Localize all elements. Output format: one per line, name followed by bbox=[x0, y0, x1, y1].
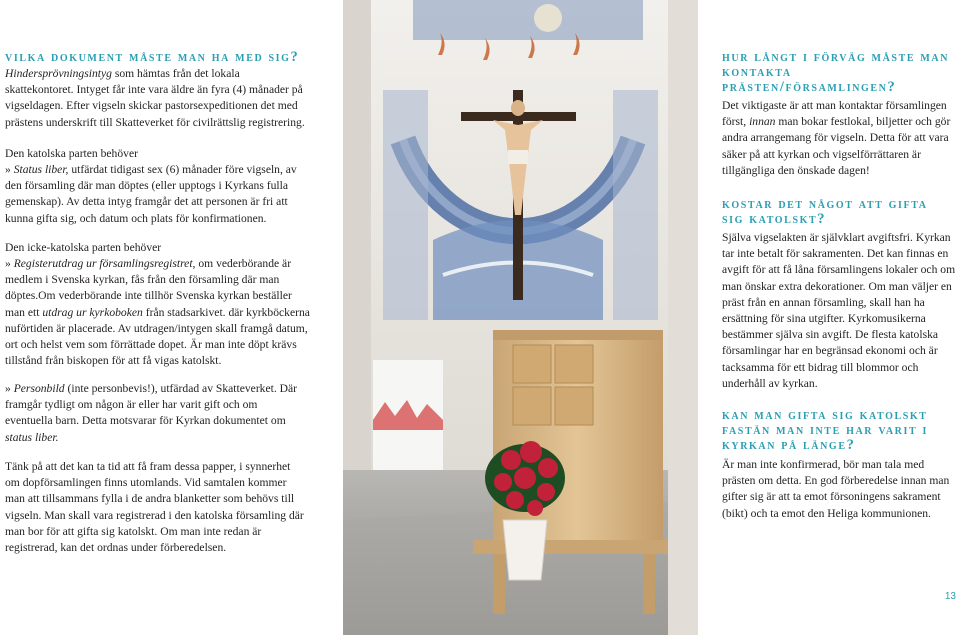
catholic-party-item: » Status liber, utfärdat tidigast sex (6) månader före vigseln, av den församling där man döptes (eller upptogs i Kyrkans fulla gemenskap). Av detta intyg framgår det att personen är fri att kunna gifta sig, och datum och plats för konfirmationen. bbox=[5, 163, 297, 225]
intro-paragraph: Hindersprövningsintyg som hämtas från det lokala skattekontoret. Intyget får inte vara äldre än fyra (4) månader på vigseldagen. Efter vigseln skickar pastorsexpeditionen det med prästens underskrift till Skatteverket för civilrättslig registrering. bbox=[5, 67, 305, 129]
noncatholic-item-register: » Registerutdrag ur församlingsregistret, om vederbörande är medlem i Svenska kyrkan, fås från den församling där man döptes.Om vederbörande inte tillhör Svenska kyrkan beställer man ett utdrag ur kyrkoboken från stadsarkivet. där kyrkböckerna nuförtiden är placerade. Av utdragen/intygen skall framgå datum, ort och helst vem som förrättade dopet. Är man inte döpt krävs tillstånd från biskopen för att få vigas katolskt. bbox=[5, 257, 310, 368]
heading-not-in-church: kan man gifta sig katolskt fastän man inte har varit i kyrkan på länge? bbox=[722, 407, 928, 453]
catholic-party-title: Den katolska parten behöver bbox=[5, 147, 138, 160]
church-altar-photo bbox=[343, 0, 698, 635]
altar-illustration bbox=[343, 0, 698, 635]
left-heading: vilka dokument måste man ha med sig? bbox=[5, 49, 300, 65]
body-not-in-church: Är man inte konfirmerad, bör man tala med prästen om detta. En god förberedelse innan man gifter sig är att ta emot försoningens sakrament (bikt) och ta emot den Heliga kommunionen. bbox=[722, 458, 950, 520]
body-cost: Själva vigselakten är självklart avgiftsfri. Kyrkan tar inte betalt för sakramenten. Det kan finnas en avgift för att få låna församlingens lokaler och om man önskar extra dekorationer. Om man väljer en präst från en annan församling, skall han ha ersättning för sina utgifter. Kyrkomusikerna bestämmer själva sin avgift. De flesta katolska församlingar har en begränsad ekonomi och är tacksamma för ett bidrag till blommor och underhåll av kyrkan. bbox=[722, 231, 956, 390]
body-how-long: Det viktigaste är att man kontaktar församlingen först, innan man bokar festlokal, biljetter och gör andra arrangemang för vigseln. Detta för att vara säker på att kyrkan och vigselförrättaren är tillgängliga den önskade dagen! bbox=[722, 99, 951, 177]
page-number-right: 13 bbox=[944, 591, 956, 602]
heading-cost: kostar det något att gifta sig katolskt? bbox=[722, 196, 928, 227]
noncatholic-party-title: Den icke-katolska parten behöver bbox=[5, 241, 162, 254]
noncatholic-item-personbild: » Personbild (inte personbevis!), utfärdad av Skatteverket. Där framgår tydligt om någon är eller har varit gift och om eventuella barn. Detta motsvarar för Kyrkan dokumentet om status liber. bbox=[5, 382, 298, 444]
heading-how-long: hur långt i förväg måste man kontakta prästen/församlingen? bbox=[722, 49, 950, 95]
closing-paragraph: Tänk på att det kan ta tid att få fram dessa papper, i synnerhet om dopförsamlingen finns utomlands. Vid samtalen kommer man att tillsammans fylla i de andra blanketter som behövs till vigseln. Man skall vara registrerad i den katolska församling där man bor för att gifta sig katolskt. Om man inte redan är registrerad, kan det ordnas under förberedelsen. bbox=[5, 460, 304, 555]
